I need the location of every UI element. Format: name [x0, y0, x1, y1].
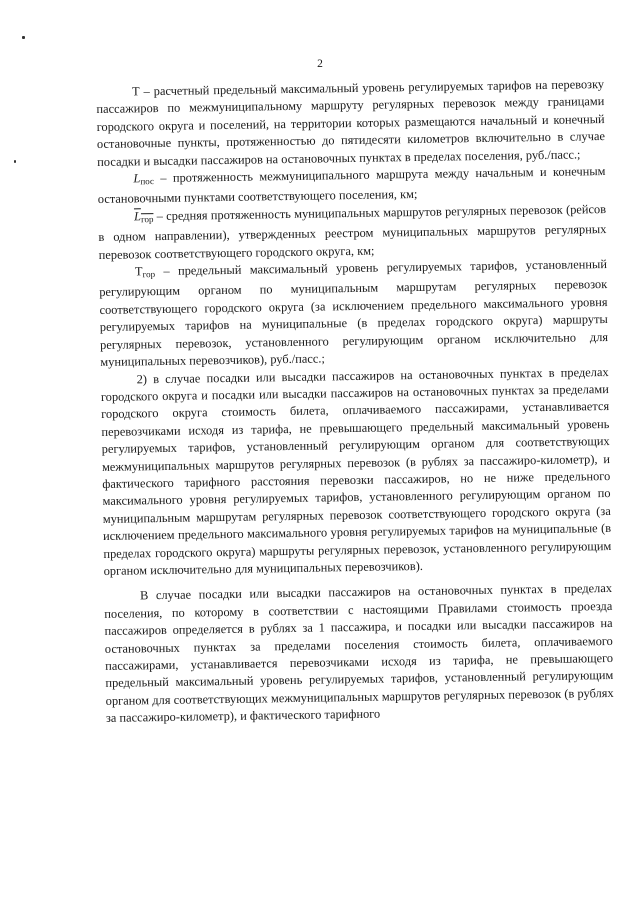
symbol-l: L [133, 171, 141, 186]
paragraph-tgor-definition [99, 256, 609, 371]
paragraph-text: – средняя протяженность муниципальных маршрутов регулярных перевозок (рейсов в одном направлении), утвержденных реестром муниципальных маршрутов регулярных перевозок соответствующего городского округа, км; [98, 201, 607, 262]
page-number: 2 [317, 58, 323, 70]
paragraph-settlement-case: В случае посадки или высадки пассажиров на остановочных пунктах в пределах поселения, по которому в соответствии с настоящими Правилами стоимость проезда пассажиров определяется в рублях за 1 пассажира, и посадки или высадки пассажиров на остановочных пунктах за пределами поселения стоимость билета, оплачиваемого пассажирами, устанавливается перевозчиками исходя из тарифа, не превышающего предельный максимальный уровень регулируемых тарифов, установленный регулирующим органом для соответствующих межмуниципальных маршрутов регулярных перевозок (в рублях за пассажиро-километр), и фактического тарифного [104, 581, 614, 726]
symbol-subscript: пос [140, 176, 155, 187]
paragraph-text: – протяженность межмуниципального маршрута между начальным и конечным остановочными пунктами соответствующего поселения, км; [97, 164, 606, 207]
paragraph-lgor-definition [98, 201, 607, 264]
symbol-overline [134, 209, 154, 223]
paragraph-item-2: 2) в случае посадки или высадки пассажиров на остановочных пунктах в пределах городского округа и посадки или высадки пассажиров на остановочных пунктах за пределами городского округа стоимость билета, оплачиваемого пассажирами, устанавливается перевозчиками исходя из тарифа, не превышающего предельный максимальный уровень регулируемых тарифов, установленный регулирующим органом для соответствующих межмуниципальных маршрутов регулярных перевозок (в рублях за пассажиро-километр), и фактического тарифного расстояния перевозки пассажиров, но не ниже предельного максимального уровня регулируемых тарифов, установленного регулирующим органом по муниципальным маршрутам регулярных перевозок соответствующего городского округа (за исключением предельного максимального уровня регулируемых тарифов на муниципальные (в пределах городского округа) маршруты регулярных перевозок, установленного регулирующим органом исключительно для муниципальных перевозчиков). [100, 364, 612, 578]
paragraph-text: – предельный максимальный уровень регулируемых тарифов, установленный регулирующим органом по муниципальным маршрутам регулярных перевозок соответствующего городского округа (за исключением предельного максимального уровня регулируемых тарифов на муниципальные (в пределах городского округа) маршруты регулярных перевозок, установленного регулирующим органом исключительно для муниципальных перевозчиков), руб./пасс.; [99, 257, 609, 370]
scan-speck [14, 160, 16, 163]
paragraph-t-definition: Т – расчетный предельный максимальный уровень регулируемых тарифов на перевозку пассажиров по межмуниципальному маршруту регулярных перевозок между границами городского округа и поселений, на территории которых размещаются начальный и конечный остановочные пункты, протяженностью до пятидесяти километров включительно в случае посадки и высадки пассажиров на остановочных пунктах в пределах поселения, руб./пасс.; [96, 77, 605, 169]
symbol-subscript: гор [142, 269, 156, 280]
symbol-l: L [133, 209, 142, 224]
symbol-t: Т [134, 264, 143, 279]
scan-speck [22, 36, 25, 39]
document-body [96, 76, 614, 728]
symbol-subscript: гор [140, 213, 154, 225]
